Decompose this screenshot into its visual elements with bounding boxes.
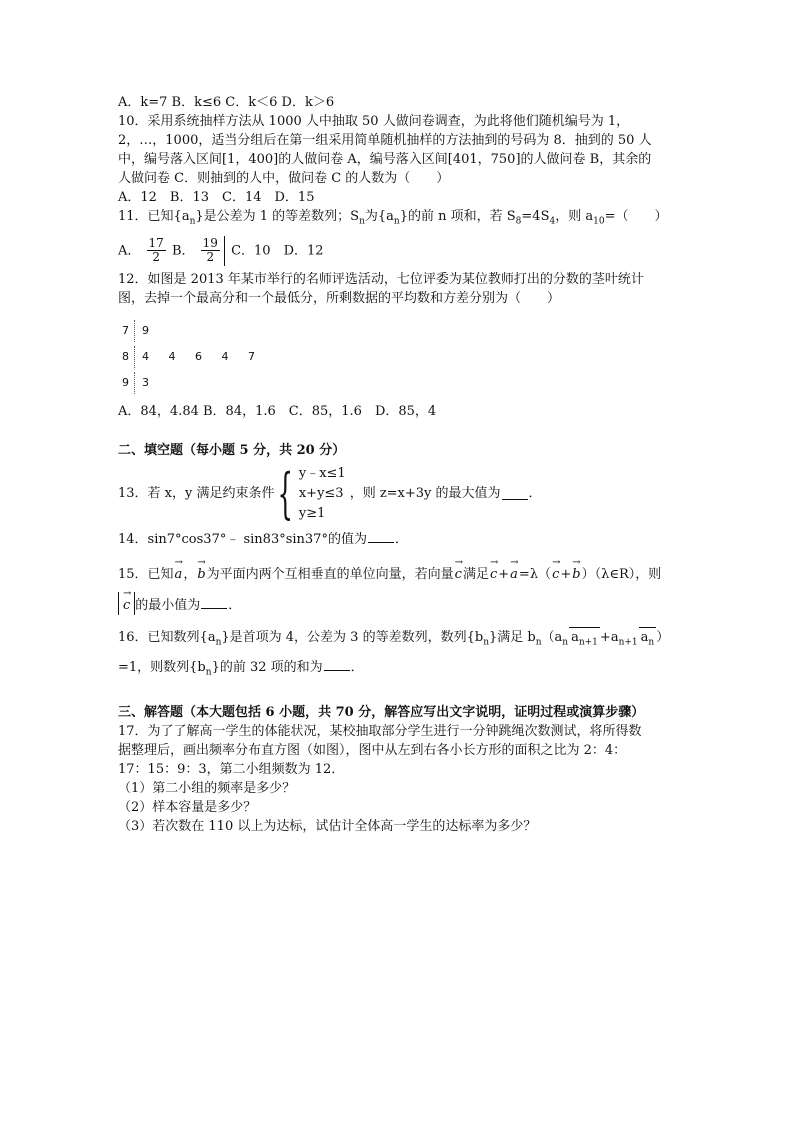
- sqrt-a-n: $a_n$: [639, 627, 657, 653]
- sqrt-a-n-plus-1: $a_{n+1}$: [569, 627, 600, 653]
- stem-value: 7: [122, 324, 129, 338]
- q17-subquestion: （1）第二小组的频率是多少？: [118, 780, 296, 796]
- q10-line: 中，编号落入区间[1，400]的人做问卷 A，编号落入区间[401，750]的人做问卷 B，其余的: [118, 152, 652, 167]
- answer-blank: [201, 596, 227, 609]
- q12-line: 图，去掉一个最高分和一个最低分，所剩数据的平均数和方差分别为（ ）: [118, 290, 561, 306]
- stem-leaf-plot: [122, 318, 683, 396]
- q10-options: A．12 B．13 C．14 D．15: [118, 190, 315, 205]
- q12-options: A．84，4.84 B．84，1.6 C．85，1.6 D．85，4: [118, 403, 437, 419]
- section-2-heading: 二、填空题（每小题 5 分，共 20 分）: [118, 442, 346, 458]
- answer-blank: [324, 658, 350, 671]
- answer-blank: [502, 487, 528, 500]
- question-13: 13．若 x，y 满足约束条件 { y﹣x≤1 x+y≤3 y≥1 ，则 z=x+3y 的最大值为 ．: [118, 461, 542, 525]
- answer-blank: [368, 530, 394, 543]
- stem-leaf-row: [122, 370, 683, 396]
- vector-a: → a: [175, 561, 183, 584]
- question-12: [118, 270, 683, 421]
- leaf-values: 4 4 6 4 7: [142, 350, 259, 364]
- q17-line: 17．为了了解高一学生的体能状况，某校抽取部分学生进行一分钟跳绳次数测试，将所得数: [118, 723, 642, 739]
- vector-c: → c: [455, 561, 462, 584]
- section-3-heading: 三、解答题（本大题包括 6 小题，共 70 分，解答应写出文字说明，证明过程或演算步骤）: [118, 704, 645, 720]
- q17-subquestion: （3）若次数在 110 以上为达标，试估计全体高一学生的达标率为多少？: [118, 818, 537, 834]
- question-17: [118, 722, 683, 836]
- leaf-values: 3: [142, 376, 153, 390]
- vector-b: → b: [197, 561, 205, 584]
- left-brace-icon: {: [277, 461, 294, 525]
- question-16: 16．已知数列$\{a_n\}$是首项为 4，公差为 3 的等差数列，数列$\{b_n\}$满足 $b_n(a_n$ $a_{n+1} +a_{n+1}$ $a_n$ ） =1，则数列$\{b_n\}$的前 32 项的和为 ．: [118, 627, 683, 683]
- fraction-bar-divider: [224, 236, 225, 266]
- exam-page: [118, 93, 683, 836]
- q10-line: 10．采用系统抽样方法从 1000 人中抽取 50 人做问卷调查，为此将他们随机编号为 1，: [118, 114, 630, 129]
- q11-stem: 11．已知$\{a_n\}$是公差为 1 的等差数列；$S_n$为$\{a_n\}$的前 n 项和，若 $S_8=4S_4$，则 $a_{10}=$（ ）: [118, 209, 668, 227]
- stem-leaf-row: [122, 344, 683, 370]
- stem-value: 8: [122, 350, 129, 364]
- stem-divider: [134, 372, 136, 394]
- q17-line: 据整理后，画出频率分布直方图（如图），图中从左到右各小长方形的面积之比为 2：4：: [118, 742, 627, 758]
- q17-subquestion: （2）样本容量是多少？: [118, 799, 257, 815]
- leaf-values: 9: [142, 324, 153, 338]
- q10-line: 2，…，1000，适当分组后在第一组采用简单随机抽样的方法抽到的号码为 8．抽到的 50 人: [118, 133, 652, 148]
- question-11: [118, 207, 683, 266]
- q12-line: 12．如图是 2013 年某市举行的名师评选活动，七位评委为某位教师打出的分数的茎叶统计: [118, 271, 644, 287]
- question-15: 15．已知→ a，→ b为平面内两个互相垂直的单位向量，若向量→ c满足→ c+→ a=λ（→ c+→ b）（λ∈R），则 → c 的最小值为 ．: [118, 561, 683, 615]
- stem-leaf-row: [122, 318, 683, 344]
- constraint-system: y﹣x≤1 x+y≤3 y≥1: [298, 465, 346, 521]
- stem-divider: [134, 346, 136, 368]
- stem-value: 9: [122, 376, 129, 390]
- fraction-19-2: $\frac{19}{2}$: [202, 236, 218, 265]
- q11-options: A． $\frac{17}{2}$ B． $\frac{19}{2}$ C．10 D．12: [118, 236, 324, 265]
- question-14: 14．sin7°cos37°﹣ sin83°sin37°的值为 ．: [118, 531, 408, 547]
- question-10: [118, 112, 683, 207]
- fraction-17-2: $\frac{17}{2}$: [148, 236, 164, 265]
- stem-divider: [134, 320, 136, 342]
- q10-line: 人做问卷 C．则抽到的人中，做问卷 C 的人数为（ ）: [118, 171, 450, 186]
- q9-options: A．k=7 B．k≤6 C．k＜6 D．k＞6: [118, 95, 335, 110]
- q17-line: 17：15：9：3，第二小组频数为 12．: [118, 761, 345, 777]
- vector-c-magnitude: → c: [118, 592, 135, 615]
